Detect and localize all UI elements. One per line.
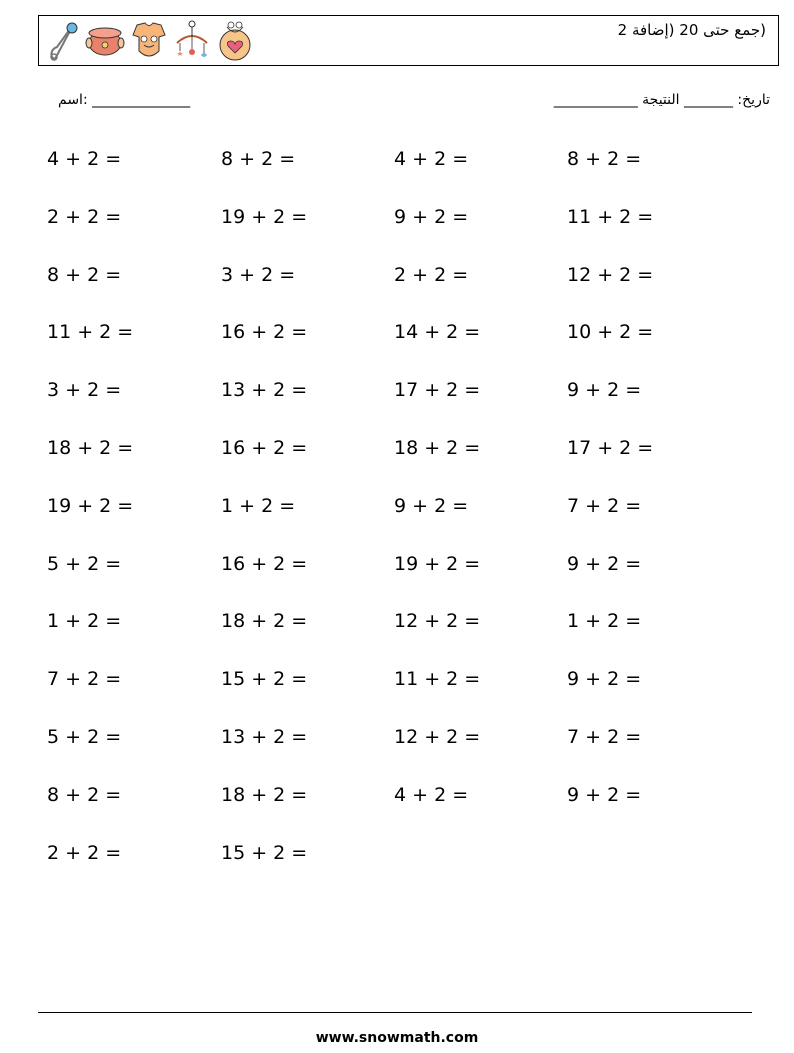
problem-item: 16 + 2 = [221, 552, 308, 575]
problem-item: 5 + 2 = [47, 726, 122, 748]
problem-item: 19 + 2 = [221, 205, 308, 228]
problem-item: 1 + 2 = [567, 610, 642, 633]
worksheet-title: (جمع حتى 20 (إضافة 2 [617, 21, 766, 39]
problem-item: 2 + 2 = [47, 205, 122, 228]
safety-pin-icon [47, 19, 79, 63]
problem-item: 12 + 2 = [394, 610, 481, 633]
problem-item: 7 + 2 = [47, 668, 122, 691]
problem-item: 12 + 2 = [394, 726, 481, 748]
problem-item: 13 + 2 = [221, 379, 308, 402]
problem-item: 18 + 2 = [221, 610, 308, 633]
problem-item: 9 + 2 = [567, 552, 642, 575]
problem-item: 5 + 2 = [47, 552, 122, 575]
footer-divider [38, 1012, 752, 1013]
problem-item: 15 + 2 = [221, 841, 308, 864]
problem-item: 2 + 2 = [394, 263, 469, 286]
problem-item: 7 + 2 = [567, 494, 642, 517]
problem-item: 9 + 2 = [567, 668, 642, 691]
footer-site: www.snowmath.com [315, 1030, 479, 1046]
problem-item: 15 + 2 = [221, 668, 308, 691]
problem-item: 1 + 2 = [221, 494, 296, 517]
problem-item: 17 + 2 = [567, 437, 654, 459]
problem-item: 9 + 2 = [567, 783, 642, 806]
problem-item: 8 + 2 = [221, 148, 296, 170]
problem-item: 4 + 2 = [47, 148, 122, 170]
problem-item: 16 + 2 = [221, 321, 308, 344]
problem-item: 19 + 2 = [394, 552, 481, 575]
problem-item: 4 + 2 = [394, 783, 469, 806]
problem-item: 18 + 2 = [394, 437, 481, 459]
problem-item: 14 + 2 = [394, 321, 481, 344]
problem-item: 7 + 2 = [567, 726, 642, 748]
header-box [38, 15, 779, 66]
problem-item: 9 + 2 = [567, 379, 642, 402]
baby-pot-icon [85, 19, 125, 63]
header-icons [47, 19, 253, 63]
problem-item: 4 + 2 = [394, 148, 469, 170]
problem-item: 10 + 2 = [567, 321, 654, 344]
problem-item: 17 + 2 = [394, 379, 481, 402]
date-score-label: تاريخ: _______ النتيجة ____________ [553, 92, 770, 108]
problem-item: 8 + 2 = [47, 783, 122, 806]
problem-item: 3 + 2 = [47, 379, 122, 402]
problem-item: 9 + 2 = [394, 205, 469, 228]
name-field-label: اسم: ______________ [58, 92, 191, 108]
problem-item: 8 + 2 = [47, 263, 122, 286]
problem-item: 13 + 2 = [221, 726, 308, 748]
problem-item: 11 + 2 = [47, 321, 134, 344]
problem-item: 3 + 2 = [221, 263, 296, 286]
baby-mobile-icon [173, 19, 211, 63]
problem-item: 8 + 2 = [567, 148, 642, 170]
problem-item: 9 + 2 = [394, 494, 469, 517]
baby-bib-icon [217, 19, 253, 63]
baby-onesie-icon [131, 19, 167, 63]
problem-item: 12 + 2 = [567, 263, 654, 286]
problem-item: 19 + 2 = [47, 494, 134, 517]
problem-item: 1 + 2 = [47, 610, 122, 633]
problem-item: 16 + 2 = [221, 437, 308, 459]
problem-item: 18 + 2 = [47, 437, 134, 459]
problem-item: 18 + 2 = [221, 783, 308, 806]
problem-item: 2 + 2 = [47, 841, 122, 864]
problem-item: 11 + 2 = [567, 205, 654, 228]
problem-item: 11 + 2 = [394, 668, 481, 691]
